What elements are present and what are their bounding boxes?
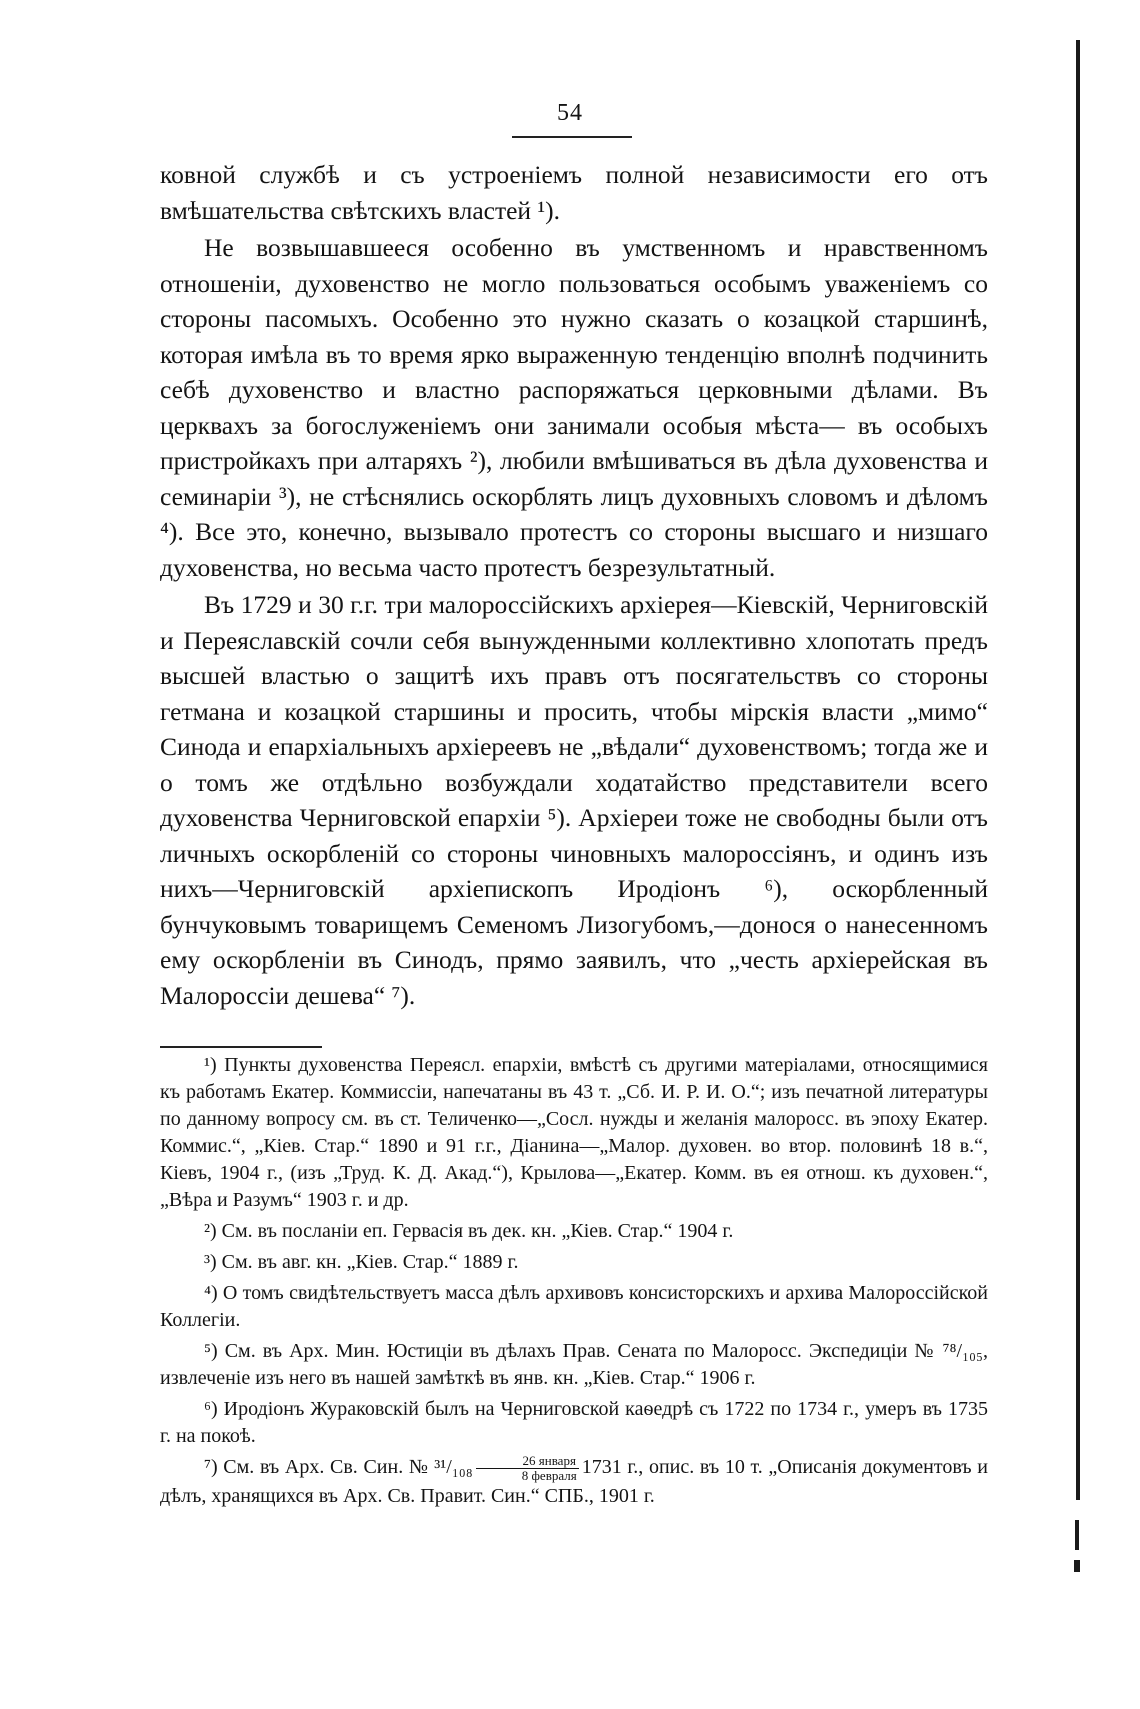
paragraph: Не возвышавшееся особенно въ умственномъ и нравственномъ отношеніи, духовенство не могло пользоваться особымъ уваженіемъ со стороны пасомыхъ. Особенно это нужно сказать о козацкой старшинѣ, которая имѣла въ то время ярко выраженную тенденцію вполнѣ подчинить себѣ духовенство и властно распоряжаться церковными дѣлами. Въ церквахъ за богослуженіемъ они занимали особыя мѣста— въ особыхъ пристройкахъ при алтаряхъ ²), любили вмѣшиваться въ дѣла духовенства и семинаріи ³), не стѣснялись оскорблять лицъ духовныхъ словомъ и дѣломъ ⁴). Все это, конечно, вызывало протестъ со стороны высшаго и низшаго духовенства, но весьма часто протестъ безрезультатный. — [160, 233, 988, 582]
footnote-1: ¹) Пункты духовенства Переясл. епархіи, вмѣстѣ съ другими матеріалами, относящимися къ работамъ Екатер. Коммиссіи, напечатаны въ 43 т. „Сб. И. Р. И. О.“; изъ печатной литературы по данному вопросу см. въ ст. Теличенко—„Сосл. нужды и желанія малоросс. въ эпоху Екатер. Коммис.“, „Кіев. Стар.“ 1890 и 91 г.г., Діанина—„Малор. духовен. во втор. половинѣ 18 в.“, Кіевъ, 1904 г., (изъ „Труд. К. Д. Акад.“), Крылова—„Екатер. Комм. въ ея отнош. къ духовен.“, „Вѣра и Разумъ“ 1903 г. и др. — [160, 1054, 988, 1211]
binding-edge-line — [1076, 40, 1080, 1500]
footnote-7 — [160, 1454, 988, 1510]
paragraph-continued: ковной службѣ и съ устроеніемъ полной независимости его отъ вмѣшательства свѣтскихъ властей ¹). — [160, 160, 988, 225]
footnote-6: ⁶) Иродіонъ Жураковскій былъ на Черниговской каѳедрѣ съ 1722 по 1734 г., умеръ въ 1735 г. на покоѣ. — [160, 1398, 988, 1447]
footnote-4: ⁴) О томъ свидѣтельствуетъ масса дѣлъ архивовъ консисторскихъ и архива Малороссійской Коллегіи. — [160, 1282, 988, 1331]
footnote-3: ³) См. въ авг. кн. „Кіев. Стар.“ 1889 г. — [204, 1251, 519, 1273]
footnote-2: ²) См. въ посланіи еп. Гервасія въ дек. кн. „Кіев. Стар.“ 1904 г. — [204, 1220, 734, 1242]
page-number: 54 — [557, 100, 583, 126]
page-number-rule — [512, 136, 632, 138]
date-fraction-denominator: 8 февраля — [521, 1468, 577, 1483]
main-text — [160, 157, 988, 1013]
date-fraction — [476, 1454, 579, 1483]
footnotes — [160, 1052, 988, 1514]
footnote-7-lead: ⁷) См. въ Арх. Св. Син. № ³¹/₁₀₈ — [204, 1456, 473, 1479]
footnote-7-rest: 1731 г., опис. въ 10 т. „Описанія документовъ и дѣлъ, хранящихся въ Арх. Св. Правит. Син.“ СПБ., 1901 г. — [160, 1456, 988, 1507]
footnote-separator — [160, 1046, 322, 1048]
binding-edge-mark — [1075, 1520, 1079, 1550]
paragraph: Въ 1729 и 30 г.г. три малороссійскихъ архіерея—Кіевскій, Черниговскій и Переяславскій сочли себя вынужденными коллективно хлопотать предъ высшей властью о защитѣ ихъ правъ отъ посягательствъ со стороны гетмана и козацкой старшины и просить, чтобы мірскія власти „мимо“ Синода и епархіальныхъ архіереевъ не „вѣдали“ духовенствомъ; тогда же и о томъ же отдѣльно возбуждали ходатайство представители всего духовенства Черниговской епархіи ⁵). Архіереи тоже не свободны были отъ личныхъ оскорбленій со стороны чиновныхъ малороссіянъ, и одинъ изъ нихъ—Черниговскій архіепископъ Иродіонъ ⁶), оскорбленный бунчуковымъ товарищемъ Семеномъ Лизогубомъ,—донося о нанесенномъ ему оскорбленіи въ Синодъ, прямо заявилъ, что „честь архіерейская въ Малороссіи дешева“ ⁷). — [160, 590, 988, 1010]
binding-edge-mark — [1074, 1560, 1080, 1572]
date-fraction-numerator: 26 января — [476, 1454, 579, 1469]
footnote-5: ⁵) См. въ Арх. Мин. Юстиціи въ дѣлахъ Прав. Сената по Малоросс. Экспедиціи № ⁷⁸/₁₀₅, извлеченіе изъ него въ нашей замѣткѣ въ янв. кн. „Кіев. Стар.“ 1906 г. — [160, 1340, 988, 1389]
